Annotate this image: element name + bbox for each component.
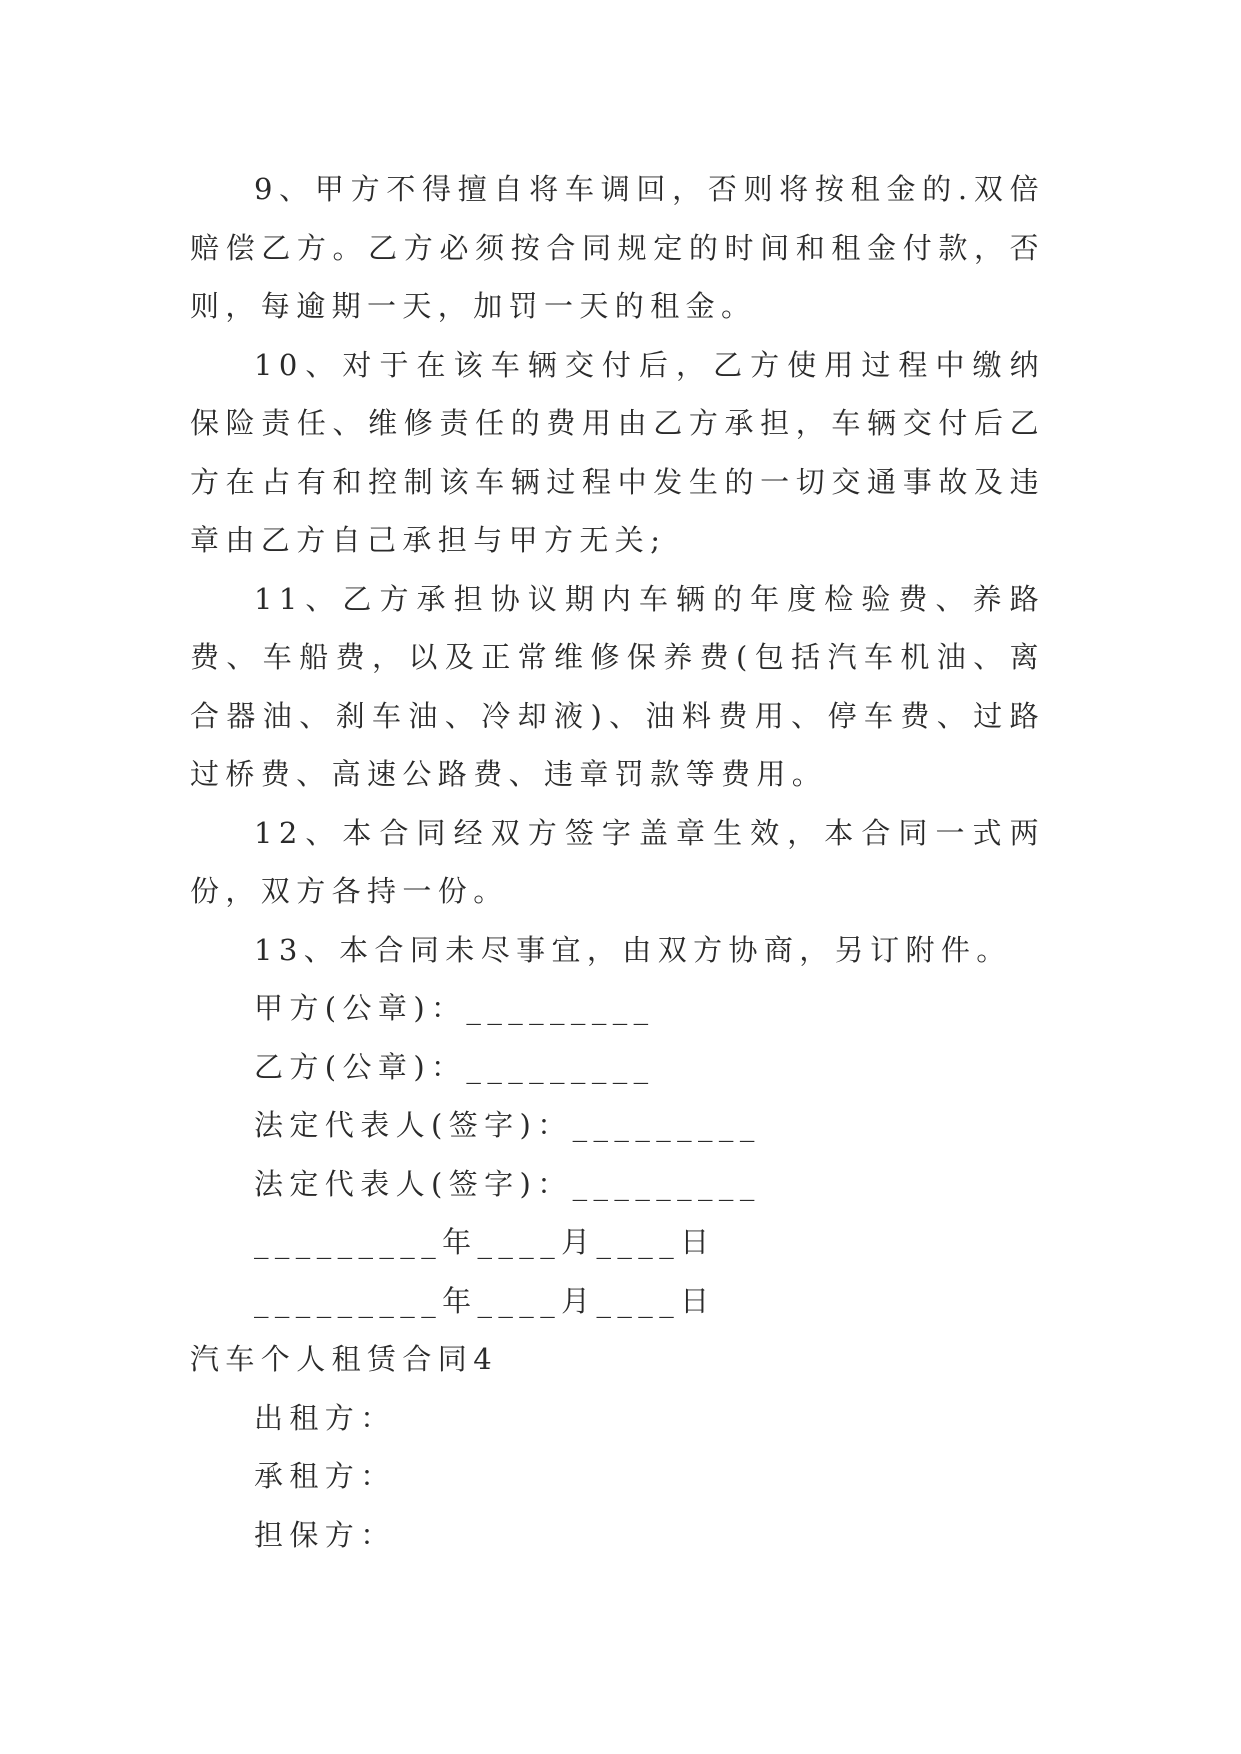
date-line-b: _________年____月____日 — [254, 1283, 716, 1318]
legal-rep-signature-line-a: 法定代表人(签字)：_________ — [254, 1108, 761, 1142]
legal-rep-signature-line-b: 法定代表人(签字)：_________ — [254, 1166, 761, 1201]
clause-9: 9、甲方不得擅自将车调回，否则将按租金的.双倍赔偿乙方。乙方必须按合同规定的时间和租金付款，否则，每逾期一天，加罚一天的租金。 — [190, 172, 1045, 323]
clause-13: 13、本合同未尽事宜，由双方协商，另订附件。 — [254, 932, 1012, 967]
date-line-a: _________年____月____日 — [254, 1225, 716, 1259]
document-body — [190, 160, 1045, 1564]
clause-12: 12、本合同经双方签字盖章生效，本合同一式两份，双方各持一份。 — [190, 815, 1045, 908]
lessor-label: 出租方： — [254, 1400, 396, 1435]
clause-11: 11、乙方承担协议期内车辆的年度检验费、养路费、车船费，以及正常维修保养费(包括汽车机油、离合器油、刹车油、冷却液)、油料费用、停车费、过路过桥费、高速公路费、违章罚款等费用。 — [190, 581, 1045, 791]
next-contract-title: 汽车个人租赁合同4 — [190, 1342, 499, 1376]
guarantor-label: 担保方： — [254, 1517, 396, 1552]
lessee-label: 承租方： — [254, 1459, 396, 1493]
clause-10: 10、对于在该车辆交付后，乙方使用过程中缴纳保险责任、维修责任的费用由乙方承担，车辆交付后乙方在占有和控制该车辆过程中发生的一切交通事故及违章由乙方自己承担与甲方无关; — [190, 347, 1045, 557]
party-a-seal-line: 甲方(公章)：_________ — [254, 991, 655, 1025]
party-b-seal-line: 乙方(公章)：_________ — [254, 1049, 655, 1084]
